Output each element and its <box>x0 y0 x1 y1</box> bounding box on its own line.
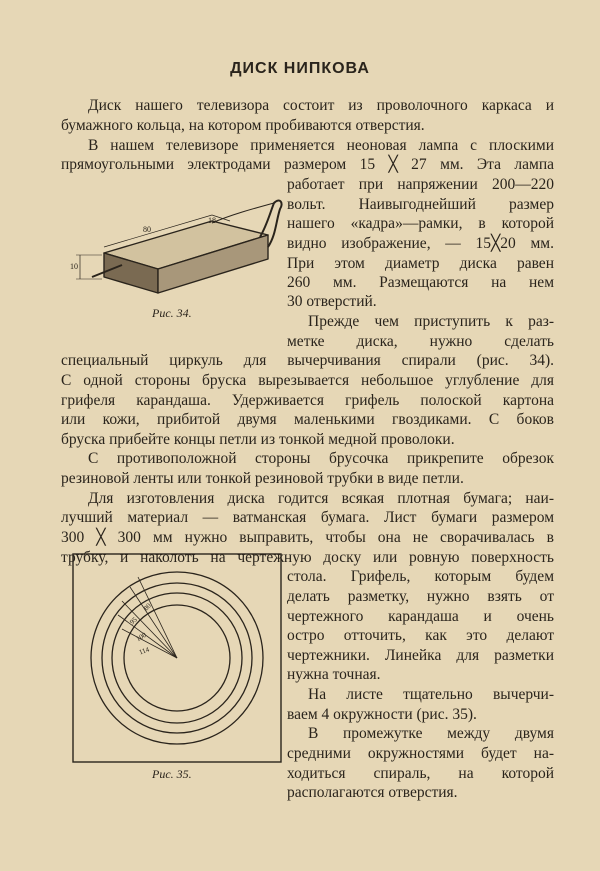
text-line: трубку, и наколоть на чертежную доску или ровную поверхность <box>61 549 554 566</box>
figure-34-compass-drawing <box>62 195 287 310</box>
text-line: прямоугольными электродами размером 15 ╳ 27 мм. Эта лампа <box>61 156 554 173</box>
text-line: специальный циркуль для вычерчивания спирали (рис. 34). <box>61 352 554 369</box>
text-line: грифеля карандаша. Удерживается грифель полоской картона <box>61 392 554 409</box>
figure-35-label: 100 <box>134 630 148 644</box>
text-line: нашего «кадра»—рамки, в которой <box>287 215 554 232</box>
text-line: 30 отверстий. <box>287 293 377 310</box>
figure-34-dim-length: 80 <box>143 225 151 234</box>
figure-35-label: 95 <box>128 615 139 627</box>
text-line: В промежутке между двумя <box>308 725 554 742</box>
figure-35-circles-drawing <box>72 553 282 763</box>
text-line: На листе тщательно вычерчи- <box>308 686 554 703</box>
text-line: видно изображение, — 15╳20 мм. <box>287 235 554 252</box>
text-line: 300 ╳ 300 мм нужно выправить, чтобы она не сворачивалась в <box>61 529 554 546</box>
figure-34-dim-height: 10 <box>70 262 78 271</box>
figure-34-caption: Рис. 34. <box>152 306 192 320</box>
text-line: остро отточить, как это делают <box>287 627 554 644</box>
text-line: При этом диаметр диска равен <box>287 255 554 272</box>
text-line: чертежники. Линейка для разметки <box>287 647 554 664</box>
figure-35-caption: Рис. 35. <box>152 767 192 781</box>
text-line: Для изготовления диска годится всякая плотная бумага; наи- <box>88 490 554 507</box>
page-title: ДИСК НИПКОВА <box>230 60 370 77</box>
text-line: бруска прибейте концы петли из тонкой медной проволоки. <box>61 431 455 448</box>
text-line: или кожи, прибитой двумя маленькими гвоздиками. С боков <box>61 411 554 428</box>
text-line: резиновой ленты или тонкой резиновой трубки в виде петли. <box>61 470 464 487</box>
text-line: ходиться спираль, на которой <box>287 765 554 782</box>
text-line: Прежде чем приступить к раз- <box>308 313 554 330</box>
text-line: чертежного карандаша и очень <box>287 608 554 625</box>
text-line: С одной стороны бруска вырезывается небольшое углубление для <box>61 372 554 389</box>
text-line: Диск нашего телевизора состоит из проволочного каркаса и <box>88 97 554 114</box>
text-line: средними окружностями будет на- <box>287 745 554 762</box>
text-line: вольт. Наивыгоднейший размер <box>287 196 554 213</box>
figure-35-label: 80 <box>142 601 153 613</box>
text-line: работает при напряжении 200—220 <box>287 176 554 193</box>
text-line: В нашем телевизоре применяется неоновая лампа с плоскими <box>88 137 554 154</box>
text-line: делать разметку, нужно взять от <box>287 588 554 605</box>
text-line: метке диска, нужно сделать <box>287 333 554 350</box>
figure-34-dim-width: 18 <box>208 216 216 225</box>
figure-35-label: 114 <box>137 645 151 657</box>
text-line: стола. Грифель, которым будем <box>287 568 554 585</box>
text-line: располагаются отверстия. <box>287 784 458 801</box>
text-line: лучший материал — ватманская бумага. Лист бумаги размером <box>61 509 554 526</box>
text-line: бумажного кольца, на котором пробиваются отверстия. <box>61 117 425 134</box>
text-line: 260 мм. Размещаются на нем <box>287 274 554 291</box>
text-line: нужна точная. <box>287 666 381 683</box>
text-line: ваем 4 окружности (рис. 35). <box>287 706 477 723</box>
text-line: С противоположной стороны брусочка прикрепите обрезок <box>88 450 554 467</box>
